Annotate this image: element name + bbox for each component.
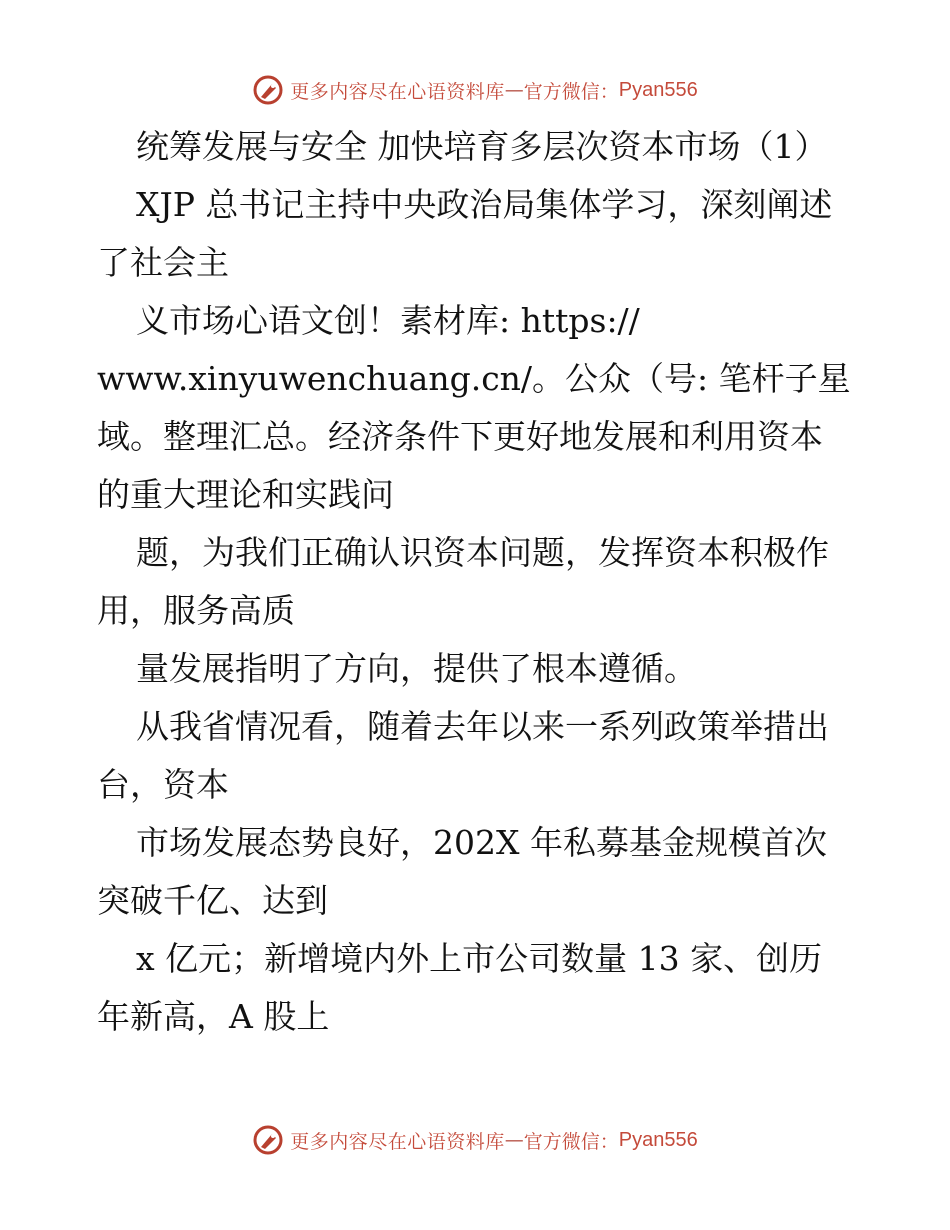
document-title: 统筹发展与安全 加快培育多层次资本市场（1） xyxy=(136,127,828,166)
watermark-dash: — xyxy=(504,1129,524,1151)
watermark-wechat-label: 官方微信： xyxy=(523,80,619,103)
paragraph-line: 题，为我们正确认识资本问题，发挥资本积极作 xyxy=(136,533,829,572)
watermark-wechat-label: 官方微信： xyxy=(523,1130,619,1153)
paragraph-line: 域。整理汇总。经济条件下更好地发展和利用资本 xyxy=(97,417,823,456)
paragraph-line: 量发展指明了方向，提供了根本遵循。 xyxy=(136,649,697,688)
watermark-text: 更多内容尽在心语资料库 xyxy=(290,80,505,103)
footer-watermark xyxy=(0,1120,950,1160)
header-watermark xyxy=(0,70,950,110)
paragraph-line: XJP 总书记主持中央政治局集体学习，深刻阐述 xyxy=(136,185,833,224)
paragraph-line: 突破千亿、达到 xyxy=(97,881,328,920)
paragraph-line: 义市场心语文创！素材库: https:// xyxy=(136,301,640,340)
watermark-text: 更多内容尽在心语资料库 xyxy=(290,1130,505,1153)
watermark-wechat-id: Pyan556 xyxy=(618,1128,698,1151)
watermark-wechat-id: Pyan556 xyxy=(618,78,698,101)
paragraph-line: www.xinyuwenchuang.cn/。公众（号: 笔杆子星 xyxy=(97,359,851,398)
paragraph-line: 的重大理论和实践问 xyxy=(97,475,394,514)
watermark-dash: — xyxy=(504,79,524,101)
pen-nib-logo-icon xyxy=(252,1124,284,1156)
paragraph-line: 台，资本 xyxy=(97,765,229,804)
paragraph-line: 了社会主 xyxy=(97,243,229,282)
pen-nib-logo-icon xyxy=(252,74,284,106)
paragraph-line: 年新高，A 股上 xyxy=(97,997,330,1036)
paragraph-line: x 亿元；新增境内外上市公司数量 13 家、创历 xyxy=(136,939,823,978)
paragraph-line: 市场发展态势良好，202X 年私募基金规模首次 xyxy=(136,823,827,862)
paragraph-line: 用，服务高质 xyxy=(97,591,295,630)
paragraph-line: 从我省情况看，随着去年以来一系列政策举措出 xyxy=(136,707,829,746)
